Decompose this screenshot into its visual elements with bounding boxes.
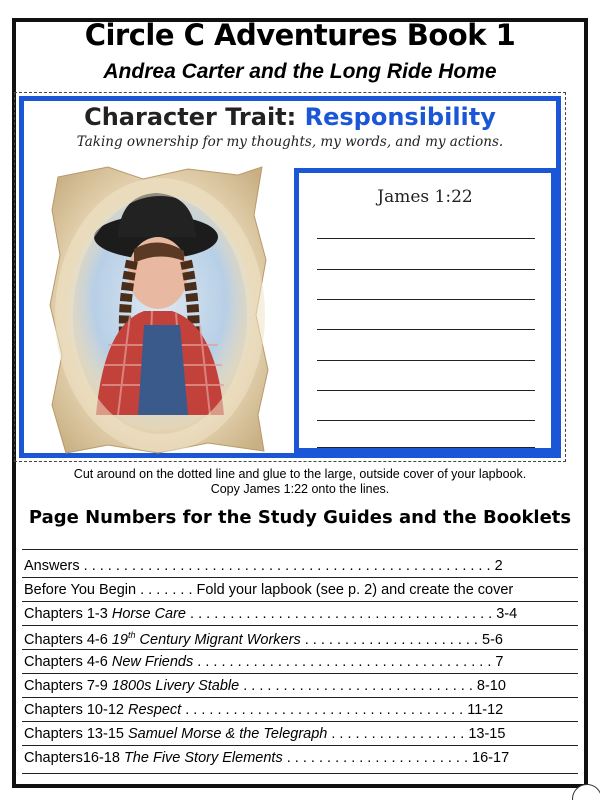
instructions [20,467,580,497]
toc-lead: Chapters 1-3 [24,606,112,622]
writing-line [317,420,535,421]
writing-line [317,238,535,239]
toc-topic-text: Century Migrant Workers [135,631,301,648]
toc-divider [22,649,578,650]
verse-title: James 1:22 [377,187,473,207]
toc-lead: Before You Begin . . . . . . . Fold your lapbook (see p. 2) and create the cover [24,582,514,598]
trait-name: Responsibility [304,103,496,131]
toc-topic [112,632,301,648]
toc-lead: Chapters 13-15 [24,726,128,742]
toc-divider [22,601,578,602]
toc-row [24,750,574,774]
toc-lead: Answers [24,558,80,574]
instructions-line-1: Cut around on the dotted line and glue to the large, outside cover of your lapbook. [73,467,527,481]
toc-topic: Horse Care [111,606,186,622]
toc-lead: Chapters 10-12 [24,702,128,718]
writing-line [317,390,535,391]
toc-dots: . . . . . . . . . . . . . . . . . . . . . . . . . . . . . . . . . . . . . [193,654,496,670]
toc-row [24,702,574,726]
toc-divider [22,697,578,698]
writing-line [317,299,535,300]
toc-row [24,606,574,630]
page-title: Circle C Adventures Book 1 [84,18,516,52]
toc-page: 16-17 [472,750,510,766]
trait-tagline: Taking ownership for my thoughts, my words, and my actions. [76,134,504,150]
toc-page: 7 [495,654,504,670]
toc-page: 8-10 [476,678,506,694]
toc-row [24,678,574,702]
toc-topic: The Five Story Elements [123,750,283,766]
trait-heading [19,103,561,131]
toc-dots: . . . . . . . . . . . . . . . . . . . . . . [300,631,482,648]
character-photo [48,165,270,455]
toc-topic: Respect [127,702,182,718]
toc-dots: . . . . . . . . . . . . . . . . . [327,726,469,742]
toc-dots: . . . . . . . . . . . . . . . . . . . . . . . . . . . . . . . . . . . . . . . . . . . . . . . . . . . [79,558,495,574]
divider-top [22,549,578,550]
toc-dots: . . . . . . . . . . . . . . . . . . . . . . . . . . . . . . . . . . . [181,702,468,718]
toc-lead: Chapters 4-6 [24,631,112,648]
toc-row [24,630,574,654]
toc-dots: . . . . . . . . . . . . . . . . . . . . . . . . . . . . . [239,678,477,694]
toc-page: 5-6 [482,631,503,648]
verse-box [294,168,556,453]
toc-lead: Chapters 4-6 [24,654,112,670]
toc-row [24,726,574,750]
toc-dots: . . . . . . . . . . . . . . . . . . . . . . . . . . . . . . . . . . . . . . [186,606,497,622]
toc-page: 11-12 [467,702,504,718]
toc-row [24,582,574,606]
pages-heading: Page Numbers for the Study Guides and the Booklets [28,507,572,528]
divider-bottom [22,773,578,774]
toc-page: 2 [494,558,503,574]
toc-page: 13-15 [468,726,506,742]
toc-topic-superscript: th [128,630,136,640]
writing-line [317,447,535,448]
toc-dots: . . . . . . . . . . . . . . . . . . . . . . . [282,750,473,766]
toc-row [24,558,574,582]
toc-page: 3-4 [496,606,518,622]
toc-topic-number: 19 [111,631,128,648]
toc-topic: 1800s Livery Stable [111,678,240,694]
toc-lead: Chapters16-18 [24,750,124,766]
toc-lead: Chapters 7-9 [24,678,112,694]
writing-line [317,269,535,270]
toc-divider [22,577,578,578]
toc-topic: New Friends [111,654,194,670]
trait-heading-prefix: Character Trait: [84,103,305,131]
writing-line [317,360,535,361]
writing-line [317,329,535,330]
toc-row [24,654,574,678]
toc-divider [22,625,578,626]
toc-topic: Samuel Morse & the Telegraph [127,726,328,742]
toc-divider [22,745,578,746]
toc-divider [22,721,578,722]
instructions-line-2: Copy James 1:22 onto the lines. [210,482,390,496]
page-subtitle: Andrea Carter and the Long Ride Home [103,60,497,83]
toc-divider [22,673,578,674]
